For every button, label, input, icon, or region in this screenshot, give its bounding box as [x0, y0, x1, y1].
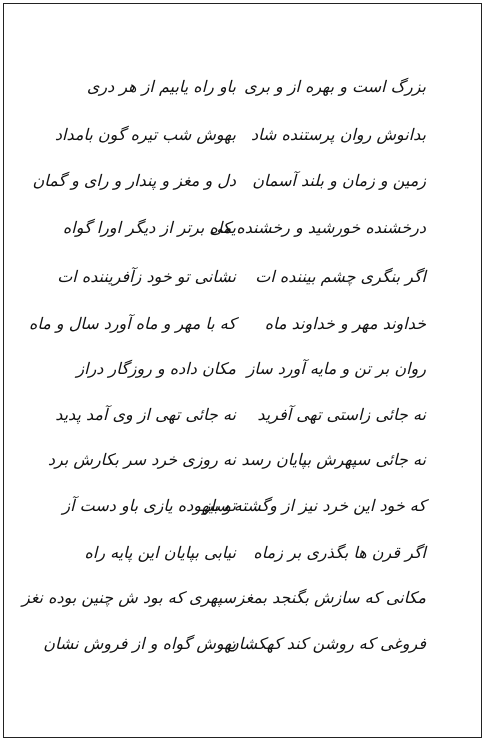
- couplet: [4, 257, 483, 297]
- right-hemistich: مکانی که سازش بگنجد بمغز: [236, 588, 426, 607]
- poem: [4, 4, 483, 739]
- right-hemistich: درخشنده خورشید و رخشنده ماه: [209, 218, 426, 237]
- couplet: [4, 440, 483, 480]
- right-hemistich: نه جائی سپهرش بپایان رسد: [241, 450, 426, 469]
- couplet: [4, 208, 483, 248]
- right-hemistich: روان بر تن و مایه آورد ساز: [246, 359, 426, 378]
- left-hemistich: یکی برتر از دیگر اورا گواه: [62, 218, 236, 237]
- right-hemistich: اگر بنگری چشم بیننده ات: [255, 267, 426, 286]
- left-hemistich: نه جائی تهی از وی آمد پدید: [55, 405, 236, 424]
- couplet: [4, 304, 483, 344]
- couplet: [4, 533, 483, 573]
- left-hemistich: نشانی تو خود زآفریننده ات: [57, 267, 236, 286]
- couplet: [4, 349, 483, 389]
- left-hemistich: نه روزی خرد سر بکارش برد: [47, 450, 236, 469]
- right-hemistich: بدانوش روان پرستنده شاد: [251, 125, 426, 144]
- right-hemistich: اگر قرن ها بگذری بر زماه: [253, 543, 426, 562]
- left-hemistich: نیابی بپایان این پایه راه: [84, 543, 236, 562]
- left-hemistich: بهوش شب تیره گون بامداد: [54, 125, 236, 144]
- left-hemistich: تو بیهوده یازی باو دست آز: [62, 496, 236, 515]
- right-hemistich: که خود این خرد نیز از وگشته ساز: [202, 496, 426, 515]
- couplet: [4, 486, 483, 526]
- couplet: [4, 67, 483, 107]
- right-hemistich: بزرگ است و بهره از و بری: [244, 77, 426, 96]
- left-hemistich: بهوش گواه و از فروش نشان: [43, 634, 236, 653]
- left-hemistich: که با مهر و ماه آورد سال و ماه: [28, 314, 236, 333]
- left-hemistich: مکان داده و روزگار دراز: [76, 359, 236, 378]
- page-frame: [3, 3, 482, 738]
- right-hemistich: فروغی که روشن کند کهکشان: [226, 634, 426, 653]
- right-hemistich: زمین و زمان و بلند آسمان: [252, 171, 426, 190]
- couplet: [4, 161, 483, 201]
- couplet: [4, 578, 483, 618]
- couplet: [4, 115, 483, 155]
- left-hemistich: دل و مغز و پندار و رای و گمان: [32, 171, 236, 190]
- right-hemistich: خداوند مهر و خداوند ماه: [264, 314, 426, 333]
- couplet: [4, 624, 483, 664]
- left-hemistich: سپهری که بود ش چنین بوده نغز: [22, 588, 236, 607]
- right-hemistich: نه جائی زاستی تهی آفرید: [257, 405, 426, 424]
- left-hemistich: باو راه یابیم از هر دری: [86, 77, 236, 96]
- couplet: [4, 395, 483, 435]
